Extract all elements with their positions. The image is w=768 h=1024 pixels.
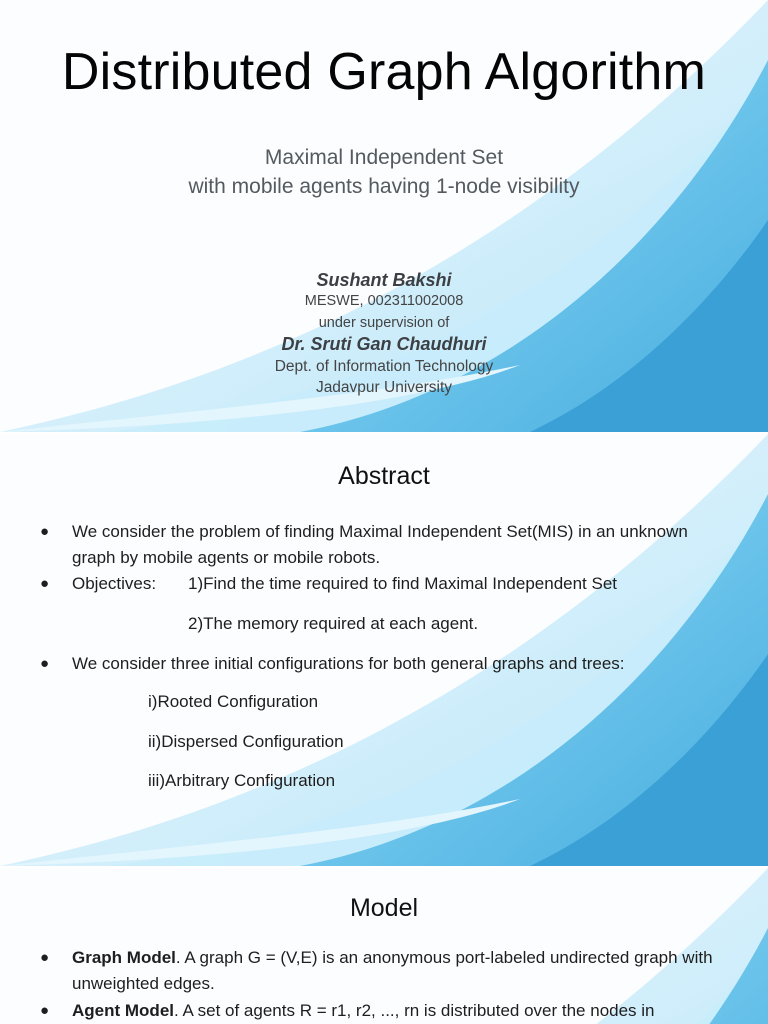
agent-model-label: Agent Model	[72, 1001, 174, 1020]
graph-model-label: Graph Model	[72, 948, 176, 967]
slide-heading: Model	[349, 894, 419, 922]
config-arbitrary: iii)Arbitrary Configuration	[148, 771, 336, 790]
bullet-icon: ●	[40, 1002, 50, 1019]
config-rooted: i)Rooted Configuration	[148, 692, 319, 711]
university: Jadavpur University	[315, 379, 453, 396]
supervisor-name: Dr. Sruti Gan Chaudhuri	[281, 334, 487, 354]
config-dispersed: ii)Dispersed Configuration	[148, 732, 344, 751]
bullet-text: We consider the problem of finding Maximal Independent Set(MIS) in an unknown graph by mobile agents or mobile robots.	[72, 522, 688, 567]
subtitle-line-2: with mobile agents having 1-node visibility	[188, 175, 580, 198]
title-slide	[0, 0, 768, 432]
bullet-icon: ●	[40, 523, 50, 540]
subtitle-line-1: Maximal Independent Set	[264, 146, 504, 169]
supervision-label: under supervision of	[318, 315, 450, 331]
objectives-label: Objectives:	[72, 574, 157, 593]
graph-model-text: . A graph G = (V,E) is an anonymous port-labeled undirected graph with unweighted edges.	[72, 948, 713, 993]
bullet-text	[72, 998, 732, 1024]
author-id: MESWE, 002311002008	[304, 293, 464, 309]
slide-title: Distributed Graph Algorithm	[61, 43, 707, 101]
bullet-icon: ●	[40, 575, 50, 592]
agent-model-text: . A set of agents R = r1, r2, ..., rn is distributed over the nodes in	[174, 1001, 655, 1020]
bullet-icon: ●	[40, 655, 50, 672]
objective-1: 1)Find the time required to find Maximal Independent Set	[188, 574, 618, 593]
department: Dept. of Information Technology	[274, 358, 494, 375]
bullet-icon: ●	[40, 949, 50, 966]
slide-heading: Abstract	[338, 462, 430, 490]
abstract-slide	[0, 434, 768, 866]
model-slide	[0, 868, 768, 1024]
bullet-text	[72, 945, 732, 997]
bullet-text: We consider three initial configurations for both general graphs and trees:	[72, 654, 625, 673]
author-name: Sushant Bakshi	[316, 270, 452, 290]
objective-2: 2)The memory required at each agent.	[188, 614, 479, 633]
